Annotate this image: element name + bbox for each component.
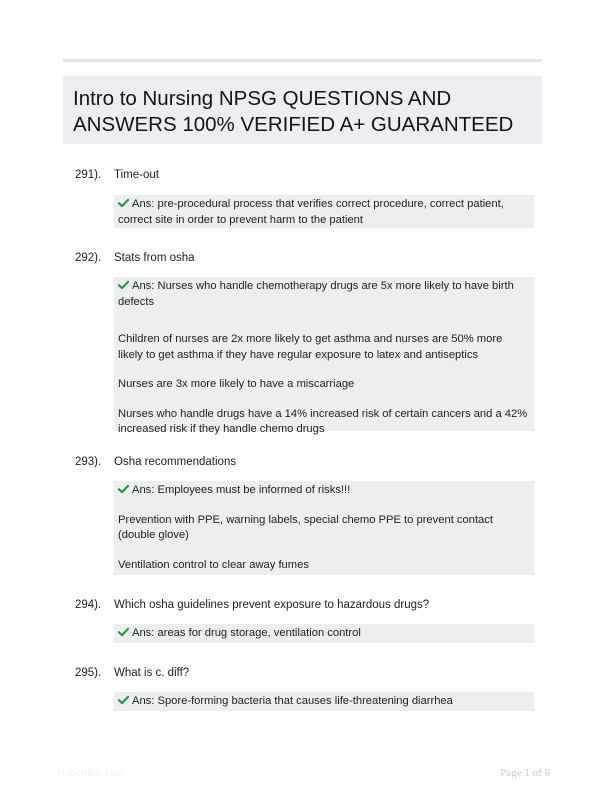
answer-text: Ans: Employees must be informed of risks!!! bbox=[132, 484, 351, 496]
question-text: Which osha guidelines prevent exposure to hazardous drugs? bbox=[114, 599, 430, 611]
answer-paragraph: Nurses are 3x more likely to have a miscarriage bbox=[118, 378, 355, 390]
check-icon bbox=[118, 280, 129, 290]
question-text: Osha recommendations bbox=[114, 456, 237, 468]
top-divider bbox=[63, 59, 542, 62]
question-number: 295). bbox=[75, 667, 102, 679]
question-text: What is c. diff? bbox=[114, 667, 190, 679]
question-text: Stats from osha bbox=[114, 252, 195, 264]
answer-paragraph: Children of nurses are 2x more likely to get asthma and nurses are 50% more likely to get asthma if they have regular exposure to latex and antiseptics bbox=[118, 333, 503, 361]
title-line-2: ANSWERS 100% VERIFIED A+ GUARANTEED bbox=[73, 113, 514, 136]
title-line-1: Intro to Nursing NPSG QUESTIONS AND bbox=[73, 87, 452, 110]
question-number: 291). bbox=[75, 169, 102, 181]
question-text: Time-out bbox=[114, 169, 159, 181]
check-icon bbox=[118, 484, 129, 494]
check-icon bbox=[118, 627, 129, 637]
answer-text: Ans: areas for drug storage, ventilation control bbox=[132, 627, 361, 639]
answer-paragraph: Ventilation control to clear away fumes bbox=[118, 558, 309, 571]
question-number: 294). bbox=[75, 599, 102, 611]
answer-box bbox=[114, 195, 534, 228]
answer-box bbox=[114, 692, 534, 711]
answer-box bbox=[114, 277, 534, 435]
document-title bbox=[63, 76, 542, 144]
answer-paragraph: Prevention with PPE, warning labels, special chemo PPE to prevent contact (double glove) bbox=[118, 513, 493, 541]
answer-box bbox=[114, 481, 534, 575]
answer-text: Ans: pre-procedural process that verifies correct procedure, correct patient, correct site in order to prevent harm to the patient bbox=[118, 198, 504, 226]
answer-box bbox=[114, 624, 534, 643]
footer-watermark: Papertibic.com bbox=[58, 768, 125, 779]
check-icon bbox=[118, 198, 129, 208]
check-icon bbox=[118, 695, 129, 705]
answer-paragraph: Nurses who handle drugs have a 14% increased risk of certain cancers and a 42% increased risk if they handle chemo drugs bbox=[118, 407, 528, 435]
question-number: 293). bbox=[75, 456, 102, 468]
answer-text: Ans: Spore-forming bacteria that causes life-threatening diarrhea bbox=[132, 695, 453, 707]
question-number: 292). bbox=[75, 252, 102, 264]
answer-text: Ans: Nurses who handle chemotherapy drugs are 5x more likely to have birth defects bbox=[118, 280, 514, 308]
page-indicator: Page 1 of 8 bbox=[500, 767, 550, 779]
